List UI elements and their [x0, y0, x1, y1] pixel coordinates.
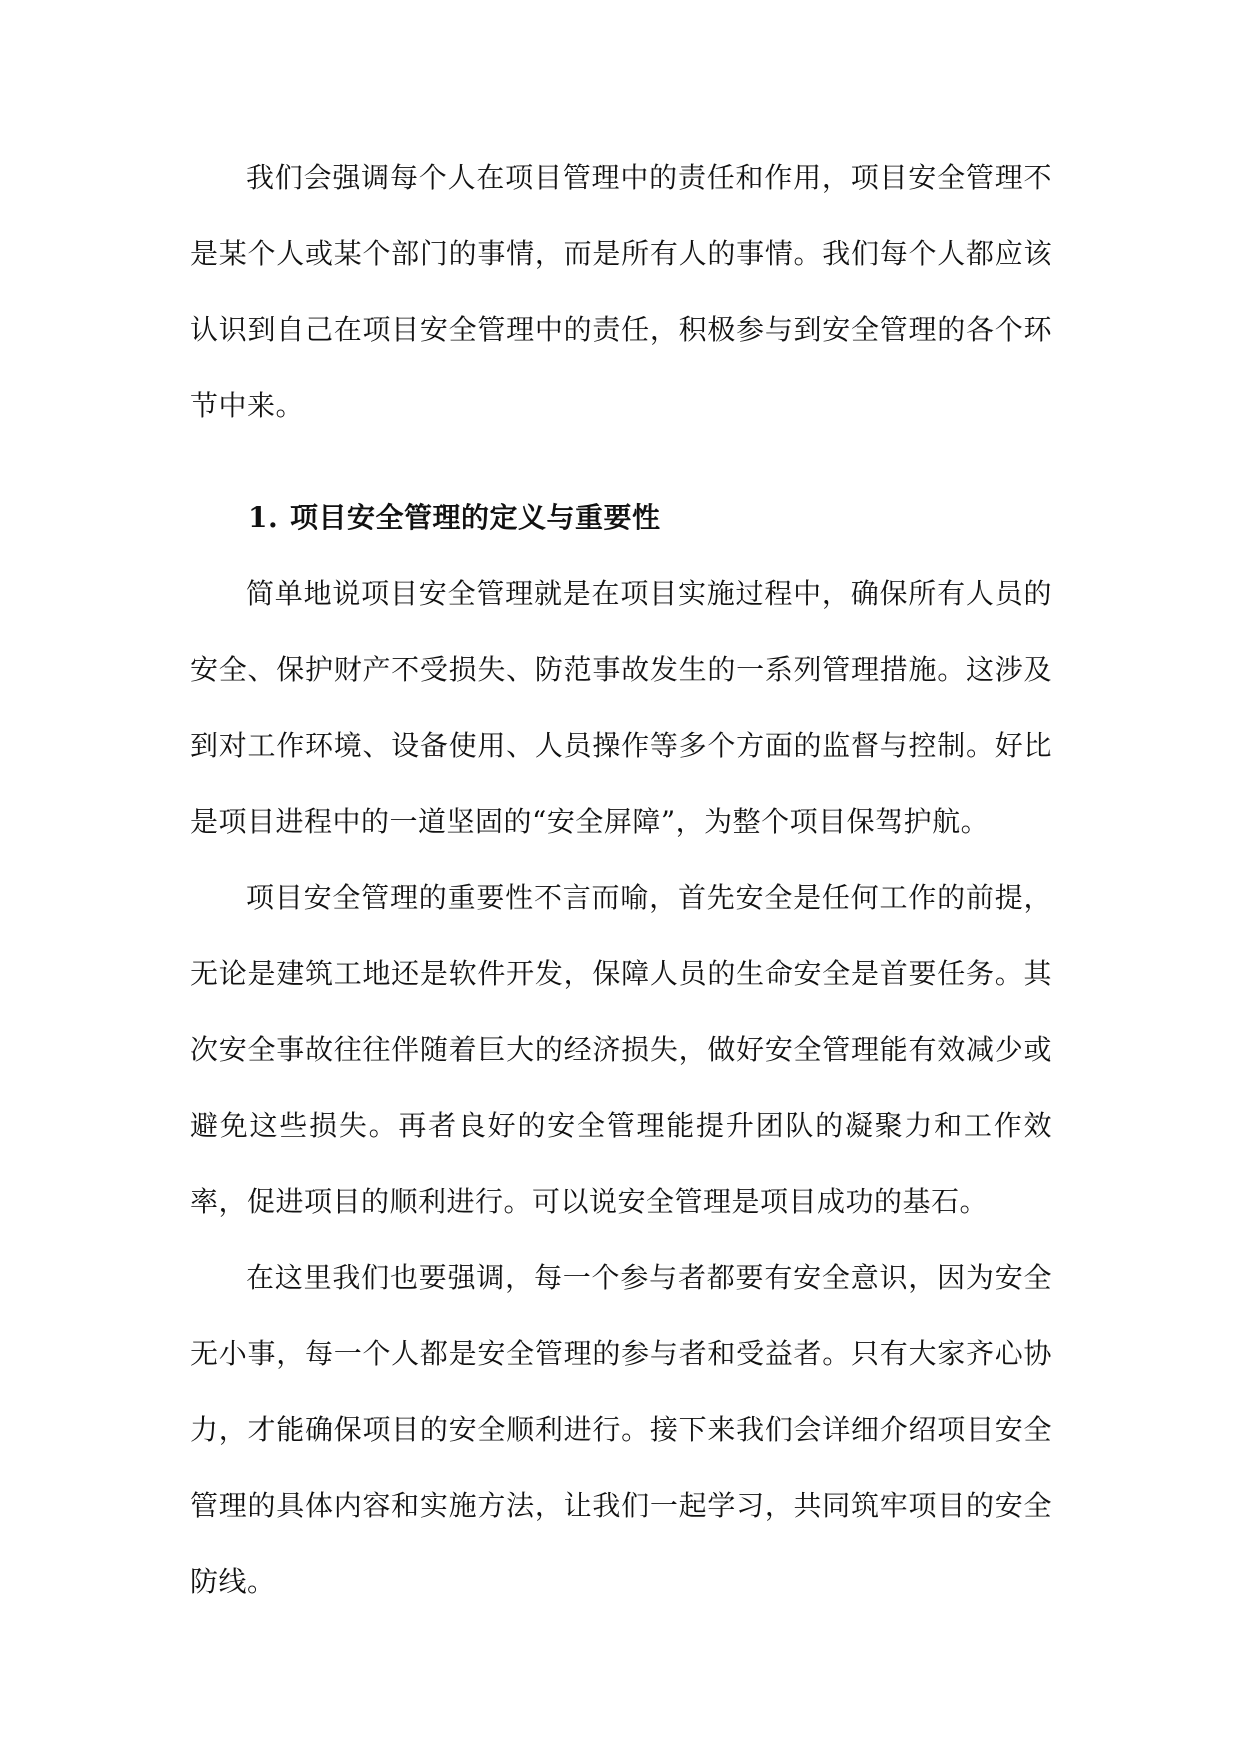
intro-paragraph: 我们会强调每个人在项目管理中的责任和作用，项目安全管理不是某个人或某个部门的事情，而是所有人的事情。我们每个人都应该认识到自己在项目安全管理中的责任，积极参与到安全管理的各个环节中来。 — [190, 161, 1052, 422]
spacer — [190, 444, 1052, 480]
body-paragraph-definition: 简单地说项目安全管理就是在项目实施过程中，确保所有人员的安全、保护财产不受损失、防范事故发生的一系列管理措施。这涉及到对工作环境、设备使用、人员操作等多个方面的监督与控制。好比是项目进程中的一道坚固的“安全屏障”，为整个项目保驾护航。 — [190, 577, 1052, 838]
body-paragraph-importance: 项目安全管理的重要性不言而喻，首先安全是任何工作的前提，无论是建筑工地还是软件开发，保障人员的生命安全是首要任务。其次安全事故往往伴随着巨大的经济损失，做好安全管理能有效减少或避免这些损失。再者良好的安全管理能提升团队的凝聚力和工作效率，促进项目的顺利进行。可以说安全管理是项目成功的基石。 — [190, 881, 1052, 1218]
section-heading — [190, 480, 1052, 556]
body-paragraph-awareness: 在这里我们也要强调，每一个参与者都要有安全意识，因为安全无小事，每一个人都是安全管理的参与者和受益者。只有大家齐心协力，才能确保项目的安全顺利进行。接下来我们会详细介绍项目安全管理的具体内容和实施方法，让我们一起学习，共同筑牢项目的安全防线。 — [190, 1261, 1052, 1598]
document-body — [190, 140, 1052, 1620]
section-title: 项目安全管理的定义与重要性 — [290, 501, 661, 534]
section-number: 1. — [248, 501, 279, 534]
